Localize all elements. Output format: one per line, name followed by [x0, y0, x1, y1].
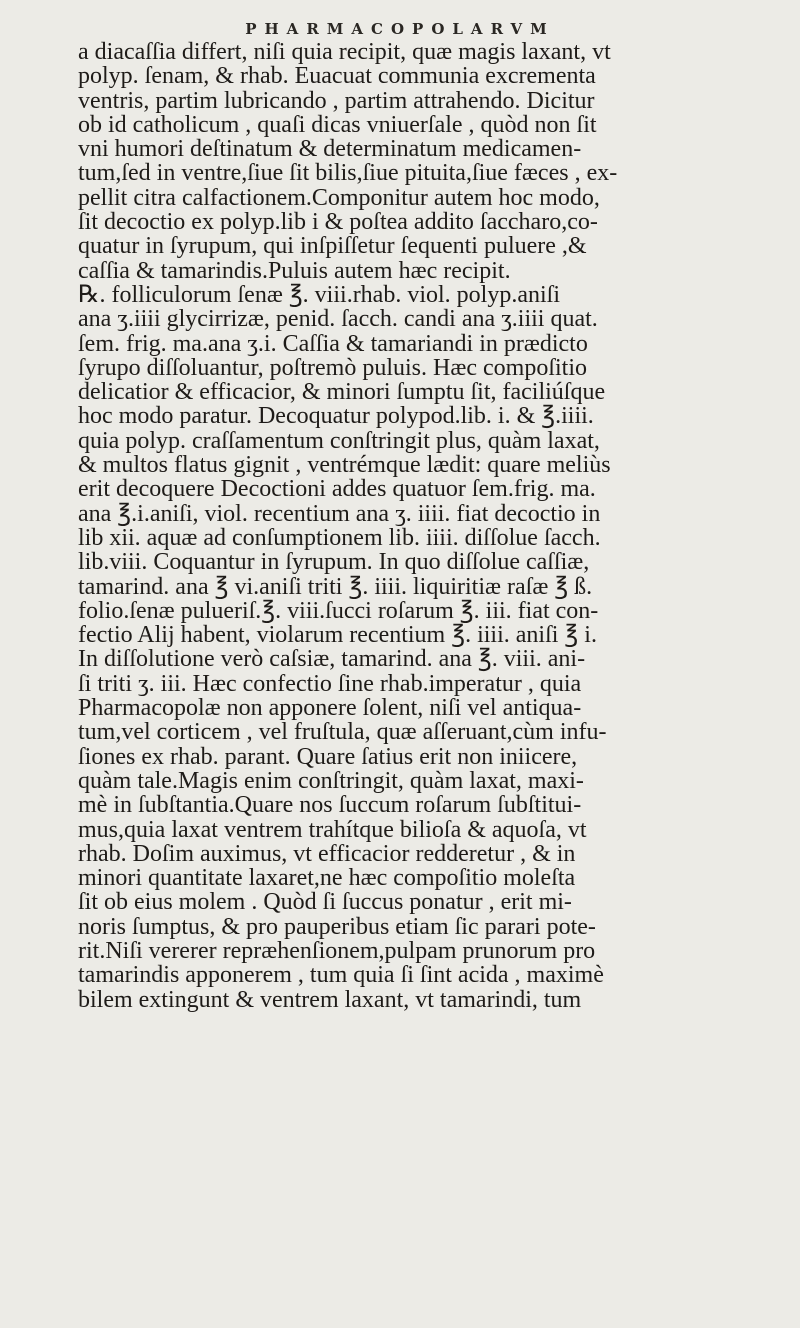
- text-line: quia polyp. craſſamentum conſtringit plus, quàm laxat,: [78, 428, 600, 454]
- text-line: ſem. frig. ma.ana ʒ.i. Caſſia & tamariandi in prædicto: [78, 331, 588, 356]
- text-line: ob id catholicum , quaſi dicas vniuerſale , quòd non ſit: [78, 112, 597, 138]
- text-line: lib xii. aquæ ad conſumptionem lib. iiii. diſſolue ſacch.: [78, 525, 601, 551]
- text-line: vni humori deſtinatum & determinatum medicamen-: [78, 137, 582, 162]
- text-line: noris ſumptus, & pro pauperibus etiam ſic parari pote-: [78, 914, 596, 939]
- text-line: ſit ob eius molem . Quòd ſi ſuccus ponatur , erit mi-: [78, 890, 572, 915]
- text-line: folio.ſenæ pulueriſ.℥. viii.ſucci roſarum ℥. iii. fiat con-: [78, 598, 599, 624]
- body-text: [78, 40, 794, 1012]
- running-head: PHARMACOPOLARVM: [245, 20, 555, 38]
- text-line: ſiones ex rhab. parant. Quare ſatius erit non iniicere,: [78, 744, 578, 769]
- text-line: ana ℥.i.aniſi, viol. recentium ana ʒ. iiii. fiat decoctio in: [78, 501, 601, 526]
- text-line: minori quantitate laxaret,ne hæc compoſitio moleſta: [78, 866, 576, 891]
- text-line: ſi triti ʒ. iii. Hæc confectio ſine rhab.imperatur , quia: [78, 671, 582, 697]
- text-line: mè in ſubſtantia.Quare nos ſuccum roſarum ſubſtitui-: [78, 793, 582, 818]
- text-line: ventris, partim lubricando , partim attrahendo. Dicitur: [78, 88, 595, 113]
- text-line: & multos flatus gignit , ventrémque lædit: quare meliùs: [78, 453, 611, 478]
- text-line: tum,ſed in ventre,ſiue ſit bilis,ſiue pituita,ſiue fæces , ex-: [78, 161, 618, 186]
- text-line: quàm tale.Magis enim conſtringit, quàm laxat, maxi-: [78, 768, 584, 794]
- text-line: bilem extingunt & ventrem laxant, vt tamarindi, tum: [78, 987, 582, 1012]
- text-line: erit decoquere Decoctioni addes quatuor ſem.frig. ma.: [78, 477, 596, 502]
- text-line: Pharmacopolæ non apponere ſolent, niſi vel antiqua-: [78, 696, 582, 721]
- text-line: fectio Alij habent, violarum recentium ℥. iiii. aniſi ℥ i.: [78, 623, 597, 648]
- text-line: ſit decoctio ex polyp.lib i & poſtea addito ſaccharo,co-: [78, 210, 598, 235]
- text-line: lib.viii. Coquantur in ſyrupum. In quo diſſolue caſſiæ,: [78, 550, 590, 575]
- text-line: ana ʒ.iiii glycirrizæ, penid. ſacch. candi ana ʒ.iiii quat.: [78, 307, 598, 332]
- text-line: delicatior & efficacior, & minori ſumptu ſit, faciliúſque: [78, 380, 606, 405]
- text-line: tamarindis apponerem , tum quia ſi ſint acida , maximè: [78, 963, 604, 988]
- text-line: ſyrupo diſſoluantur, poſtremò puluis. Hæc compoſitio: [78, 355, 587, 381]
- text-line: tamarind. ana ℥ vi.aniſi triti ℥. iiii. liquiritiæ raſæ ℥ ß.: [78, 574, 593, 599]
- text-line: In diſſolutione verò caſsiæ, tamarind. ana ℥. viii. ani-: [78, 647, 586, 672]
- text-line: rhab. Doſim auximus, vt efficacior redderetur , & in: [78, 841, 576, 867]
- text-line: ℞. folliculorum ſenæ ℥. viii.rhab. viol. polyp.aniſi: [78, 282, 560, 308]
- text-line: tum,vel corticem , vel fruſtula, quæ aſſeruant,cùm infu-: [78, 720, 607, 745]
- text-line: mus,quia laxat ventrem trahítque bilioſa & aquoſa, vt: [78, 817, 587, 842]
- text-line: rit.Niſi vererer repræhenſionem,pulpam prunorum pro: [78, 938, 596, 964]
- text-line: a diacaſſia differt, niſi quia recipit, quæ magis laxant, vt: [78, 40, 611, 65]
- text-line: hoc modo paratur. Decoquatur polypod.lib. i. & ℥.iiii.: [78, 404, 594, 429]
- text-line: polyp. ſenam, & rhab. Euacuat communia excrementa: [78, 64, 596, 89]
- text-line: caſſia & tamarindis.Puluis autem hæc recipit.: [78, 258, 511, 283]
- text-line: quatur in ſyrupum, qui inſpiſſetur ſequenti puluere ,&: [78, 234, 587, 259]
- text-line: pellit citra calfactionem.Componitur autem hoc modo,: [78, 185, 600, 211]
